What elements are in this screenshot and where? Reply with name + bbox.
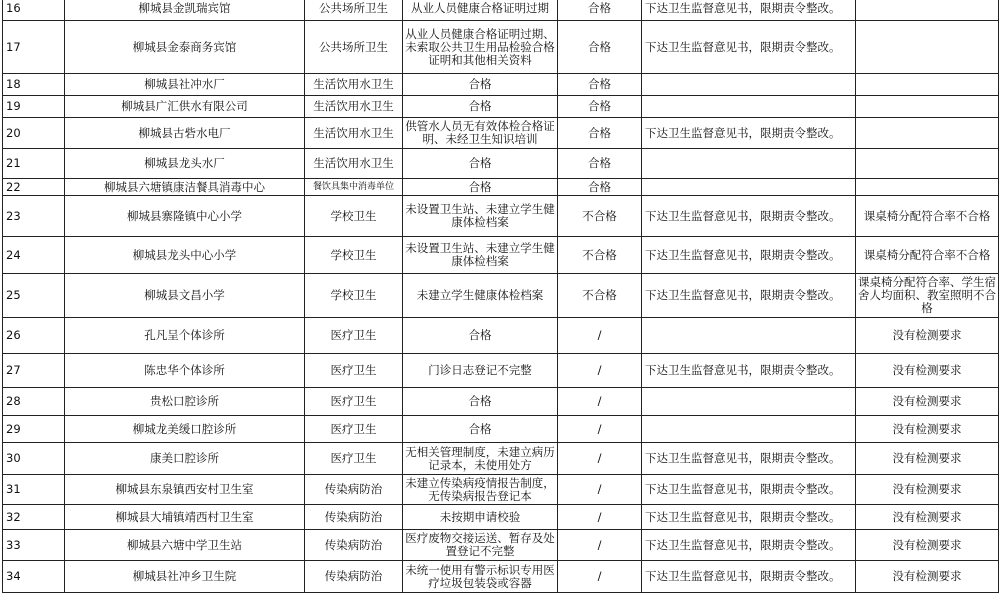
cell-category: 餐饮具集中消毒单位 [305,179,403,196]
cell-opinion [642,318,856,354]
cell-result: / [558,505,642,530]
cell-issue: 合格 [403,388,558,416]
cell-unit-name: 康美口腔诊所 [65,443,305,475]
cell-category: 传染病防治 [305,505,403,530]
cell-unit-name: 孔凡呈个体诊所 [65,318,305,354]
cell-issue: 合格 [403,318,558,354]
cell-issue: 合格 [403,149,558,179]
cell-opinion: 下达卫生监督意见书，限期责令整改。 [642,0,856,21]
table-row [3,237,999,274]
cell-issue: 从业人员健康合格证明过期 [403,0,558,21]
cell-number: 25 [3,274,65,318]
cell-number: 16 [3,0,65,21]
cell-result: 合格 [558,179,642,196]
table-row [3,0,999,21]
table-row [3,416,999,443]
cell-category: 医疗卫生 [305,388,403,416]
table-row [3,475,999,505]
cell-issue: 未设置卫生站、未建立学生健康体检档案 [403,237,558,274]
cell-unit-name: 柳城县金泰商务宾馆 [65,21,305,74]
cell-opinion: 下达卫生监督意见书，限期责令整改。 [642,530,856,561]
cell-category: 传染病防治 [305,475,403,505]
cell-issue: 合格 [403,74,558,96]
cell-result: 合格 [558,96,642,118]
cell-remark: 没有检测要求 [856,318,999,354]
cell-category: 生活饮用水卫生 [305,74,403,96]
cell-result: / [558,530,642,561]
table-row [3,561,999,593]
cell-number: 34 [3,561,65,593]
cell-unit-name: 柳城县六塘镇康洁餐具消毒中心 [65,179,305,196]
table-row [3,196,999,237]
cell-number: 28 [3,388,65,416]
cell-issue: 合格 [403,96,558,118]
table-row [3,530,999,561]
cell-opinion: 下达卫生监督意见书，限期责令整改。 [642,21,856,74]
cell-category: 公共场所卫生 [305,21,403,74]
cell-remark [856,96,999,118]
table-row [3,443,999,475]
cell-opinion [642,388,856,416]
cell-issue: 未设置卫生站、未建立学生健康体检档案 [403,196,558,237]
table-row [3,388,999,416]
cell-issue: 无相关管理制度，未建立病历记录本，未使用处方 [403,443,558,475]
cell-opinion [642,74,856,96]
cell-category: 生活饮用水卫生 [305,96,403,118]
cell-remark: 没有检测要求 [856,354,999,388]
cell-number: 31 [3,475,65,505]
cell-issue: 未按期申请校验 [403,505,558,530]
cell-result: 合格 [558,0,642,21]
inspection-table-body [3,0,999,593]
table-row [3,149,999,179]
cell-unit-name: 柳城县龙头水厂 [65,149,305,179]
cell-result: 合格 [558,118,642,149]
cell-result: / [558,443,642,475]
cell-issue: 未建立学生健康体检档案 [403,274,558,318]
table-row [3,318,999,354]
cell-remark: 没有检测要求 [856,505,999,530]
cell-issue: 医疗废物交接运送、暂存及处置登记不完整 [403,530,558,561]
cell-remark [856,118,999,149]
cell-category: 学校卫生 [305,274,403,318]
cell-opinion: 下达卫生监督意见书，限期责令整改。 [642,505,856,530]
cell-number: 21 [3,149,65,179]
cell-issue: 从业人员健康合格证明过期、未索取公共卫生用品检验合格证明和其他相关资料 [403,21,558,74]
cell-result: 不合格 [558,274,642,318]
cell-number: 32 [3,505,65,530]
cell-category: 医疗卫生 [305,318,403,354]
cell-opinion [642,149,856,179]
cell-issue: 未统一使用有警示标识专用医疗垃圾包装袋或容器 [403,561,558,593]
cell-opinion [642,179,856,196]
inspection-table [2,0,999,593]
cell-category: 生活饮用水卫生 [305,118,403,149]
cell-number: 23 [3,196,65,237]
cell-opinion [642,96,856,118]
cell-category: 生活饮用水卫生 [305,149,403,179]
cell-opinion: 下达卫生监督意见书，限期责令整改。 [642,443,856,475]
cell-unit-name: 柳城县大埔镇靖西村卫生室 [65,505,305,530]
cell-opinion [642,416,856,443]
cell-issue: 未建立传染病疫情报告制度，无传染病报告登记本 [403,475,558,505]
cell-remark [856,74,999,96]
cell-remark: 没有检测要求 [856,388,999,416]
cell-result: / [558,561,642,593]
cell-number: 19 [3,96,65,118]
table-row [3,354,999,388]
cell-unit-name: 陈忠华个体诊所 [65,354,305,388]
cell-number: 18 [3,74,65,96]
cell-unit-name: 柳城县古砦水电厂 [65,118,305,149]
cell-unit-name: 柳城县东泉镇西安村卫生室 [65,475,305,505]
cell-issue: 门诊日志登记不完整 [403,354,558,388]
cell-remark: 课桌椅分配符合率不合格 [856,237,999,274]
cell-result: / [558,475,642,505]
cell-number: 27 [3,354,65,388]
cell-category: 传染病防治 [305,530,403,561]
table-row [3,74,999,96]
table-row [3,274,999,318]
cell-unit-name: 柳城县社冲乡卫生院 [65,561,305,593]
cell-remark [856,179,999,196]
cell-unit-name: 柳城县六塘中学卫生站 [65,530,305,561]
cell-remark: 没有检测要求 [856,561,999,593]
cell-number: 24 [3,237,65,274]
cell-unit-name: 柳城县金凯瑞宾馆 [65,0,305,21]
cell-unit-name: 柳城县龙头中心小学 [65,237,305,274]
table-row [3,96,999,118]
cell-remark: 没有检测要求 [856,443,999,475]
cell-number: 30 [3,443,65,475]
cell-issue: 合格 [403,179,558,196]
table-row [3,118,999,149]
cell-remark [856,0,999,21]
cell-result: 合格 [558,21,642,74]
cell-result: 合格 [558,74,642,96]
cell-remark [856,149,999,179]
cell-unit-name: 柳城县文昌小学 [65,274,305,318]
cell-opinion: 下达卫生监督意见书，限期责令整改。 [642,354,856,388]
cell-opinion: 下达卫生监督意见书，限期责令整改。 [642,237,856,274]
cell-result: / [558,354,642,388]
cell-number: 29 [3,416,65,443]
cell-number: 22 [3,179,65,196]
cell-remark: 课桌椅分配符合率不合格 [856,196,999,237]
cell-opinion: 下达卫生监督意见书，限期责令整改。 [642,274,856,318]
cell-remark [856,21,999,74]
cell-category: 学校卫生 [305,237,403,274]
cell-opinion: 下达卫生监督意见书，限期责令整改。 [642,561,856,593]
cell-unit-name: 柳城县社冲水厂 [65,74,305,96]
cell-number: 26 [3,318,65,354]
cell-opinion: 下达卫生监督意见书，限期责令整改。 [642,196,856,237]
cell-result: / [558,318,642,354]
cell-category: 医疗卫生 [305,354,403,388]
cell-result: 不合格 [558,237,642,274]
cell-opinion: 下达卫生监督意见书，限期责令整改。 [642,118,856,149]
cell-result: 合格 [558,149,642,179]
cell-number: 17 [3,21,65,74]
cell-result: / [558,416,642,443]
cell-result: / [558,388,642,416]
cell-category: 学校卫生 [305,196,403,237]
cell-issue: 供管水人员无有效体检合格证明、未经卫生知识培训 [403,118,558,149]
cell-category: 传染病防治 [305,561,403,593]
cell-category: 医疗卫生 [305,443,403,475]
cell-number: 20 [3,118,65,149]
cell-remark: 没有检测要求 [856,475,999,505]
cell-result: 不合格 [558,196,642,237]
cell-unit-name: 柳城龙美缓口腔诊所 [65,416,305,443]
cell-unit-name: 柳城县寨隆镇中心小学 [65,196,305,237]
cell-remark: 没有检测要求 [856,416,999,443]
table-row [3,179,999,196]
cell-remark: 课桌椅分配符合率、学生宿舍人均面积、教室照明不合格 [856,274,999,318]
cell-issue: 合格 [403,416,558,443]
cell-unit-name: 柳城县广汇供水有限公司 [65,96,305,118]
cell-opinion: 下达卫生监督意见书，限期责令整改。 [642,475,856,505]
cell-category: 公共场所卫生 [305,0,403,21]
cell-category: 医疗卫生 [305,416,403,443]
cell-remark: 没有检测要求 [856,530,999,561]
cell-number: 33 [3,530,65,561]
table-row [3,505,999,530]
cell-unit-name: 贵松口腔诊所 [65,388,305,416]
table-row [3,21,999,74]
